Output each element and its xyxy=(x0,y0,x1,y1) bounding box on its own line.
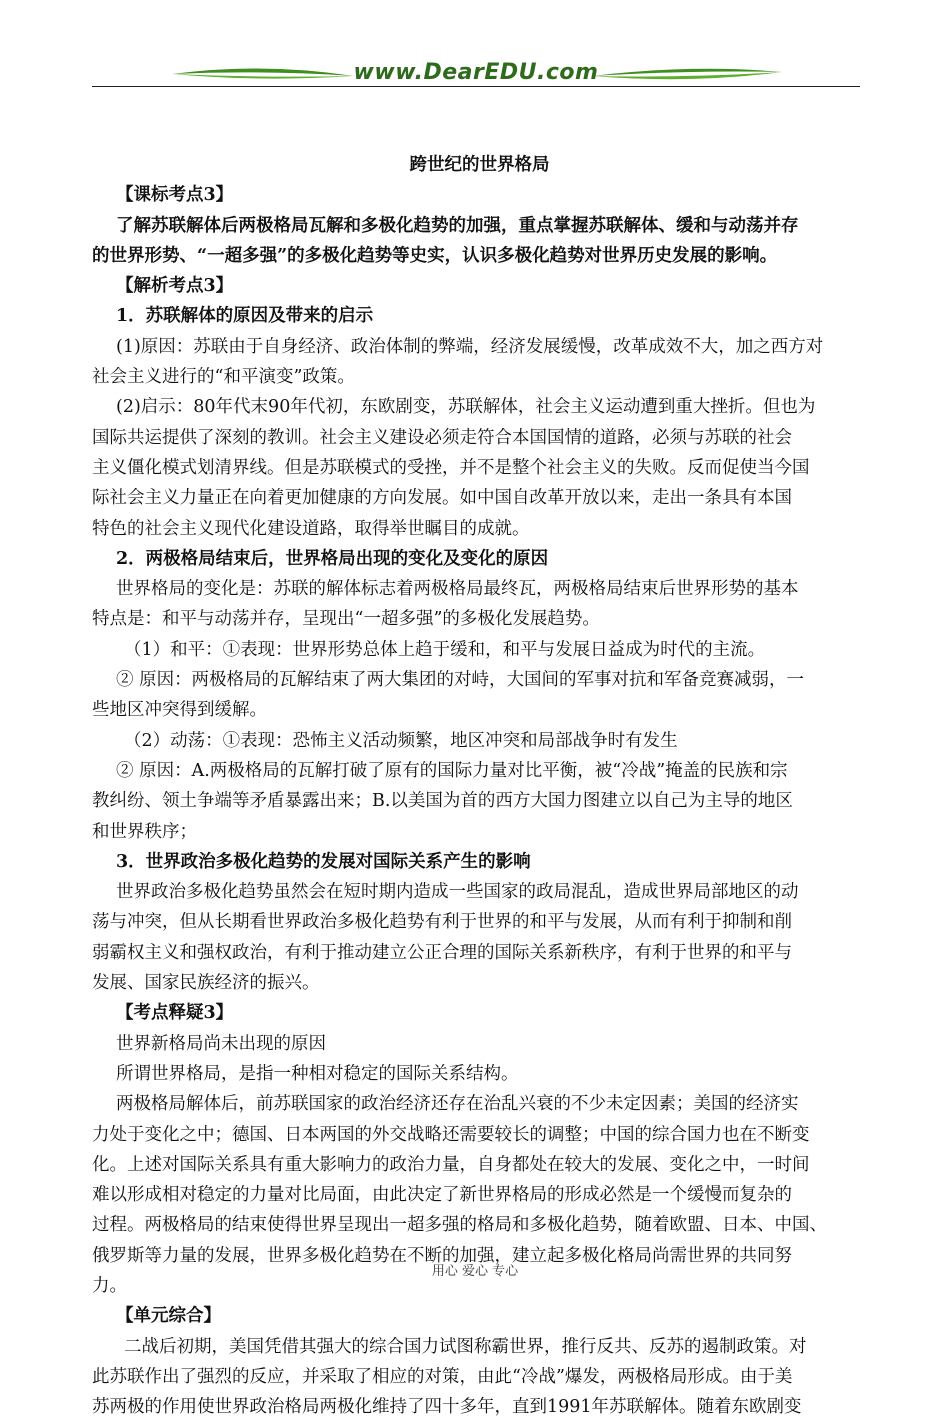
body-line: 力。 xyxy=(92,1275,127,1296)
body-line: 两极格局解体后，前苏联国家的政治经济还存在治乱兴衰的不少未定因素；美国的经济实 xyxy=(116,1094,799,1115)
body-line: 俄罗斯等力量的发展，世界多极化趋势在不断的加强，建立起多极化格局尚需世界的共同努 xyxy=(92,1245,792,1266)
body-line: ② 原因：两极格局的瓦解结束了两大集团的对峙，大国间的军事对抗和军备竞赛减弱，一 xyxy=(116,670,805,691)
document-body xyxy=(92,150,867,1422)
body-line: 难以形成相对稳定的力量对比局面，由此决定了新世界格局的形成必然是一个缓慢而复杂的 xyxy=(92,1185,792,1206)
body-line: 些地区冲突得到缓解。 xyxy=(92,700,267,721)
page-title: 跨世纪的世界格局 xyxy=(409,155,550,175)
body-line: 了解苏联解体后两极格局瓦解和多极化趋势的加强，重点掌握苏联解体、缓和与动荡并存 xyxy=(116,215,799,236)
body-line: 力处于变化之中；德国、日本两国的外交战略还需要较长的调整；中国的综合国力也在不断变 xyxy=(92,1124,810,1145)
body-line: 特色的社会主义现代化建设道路，取得举世瞩目的成就。 xyxy=(92,518,530,539)
body-line: 世界政治多极化趋势虽然会在短时期内造成一些国家的政局混乱，造成世界局部地区的动 xyxy=(116,882,799,903)
body-line: 世界格局的变化是：苏联的解体标志着两极格局最终瓦，两极格局结束后世界形势的基本 xyxy=(116,579,799,600)
subheading: 3．世界政治多极化趋势的发展对国际关系产生的影响 xyxy=(116,851,531,872)
header-divider xyxy=(92,86,860,87)
body-line: （2）动荡：①表现：恐怖主义活动频繁，地区冲突和局部战争时有发生 xyxy=(124,730,678,751)
body-line: 所谓世界格局，是指一种相对稳定的国际关系结构。 xyxy=(116,1063,519,1084)
site-logo: www.DearEDU.com xyxy=(353,60,599,85)
body-line: 化。上述对国际关系具有重大影响力的政治力量，自身都处在较大的发展、变化之中，一时间 xyxy=(92,1154,810,1175)
body-line: 荡与冲突，但从长期看世界政治多极化趋势有利于世界的和平与发展，从而有利于抑制和削 xyxy=(92,912,792,933)
section-heading: 【考点释疑3】 xyxy=(116,1003,234,1024)
body-line: ② 原因：A.两极格局的瓦解打破了原有的国际力量对比平衡，被“冷战”掩盖的民族和宗 xyxy=(116,760,788,781)
body-line: 发展、国家民族经济的振兴。 xyxy=(92,973,320,994)
body-line: 际社会主义力量正在向着更加健康的方向发展。如中国自改革开放以来，走出一条具有本国 xyxy=(92,488,792,509)
body-line: 此苏联作出了强烈的反应，并采取了相应的对策，由此“冷战”爆发，两极格局形成。由于美 xyxy=(92,1366,793,1387)
subheading: 1．苏联解体的原因及带来的启示 xyxy=(116,306,374,327)
body-line: 特点是：和平与动荡并存，呈现出“一超多强”的多极化发展趋势。 xyxy=(92,609,600,630)
body-line: (2)启示：80年代末90年代初，东欧剧变，苏联解体，社会主义运动遭到重大挫折。但也为 xyxy=(116,397,816,418)
body-line: （1）和平：①表现：世界形势总体上趋于缓和，和平与发展日益成为时代的主流。 xyxy=(124,639,766,660)
subheading: 2．两极格局结束后，世界格局出现的变化及变化的原因 xyxy=(116,548,549,569)
body-line: 弱霸权主义和强权政治，有利于推动建立公正合理的国际关系新秩序，有利于世界的和平与 xyxy=(92,942,792,963)
section-heading: 【单元综合】 xyxy=(116,1306,221,1327)
body-line: 世界新格局尚未出现的原因 xyxy=(116,1033,326,1054)
body-line: 和世界秩序； xyxy=(92,821,197,842)
body-line: (1)原因：苏联由于自身经济、政治体制的弊端，经济发展缓慢，改革成效不大，加之西方对 xyxy=(116,336,824,357)
page-footer: 用心 爱心 专心 xyxy=(431,1264,519,1279)
body-line: 的世界形势、“一超多强”的多极化趋势等史实，认识多极化趋势对世界历史发展的影响。 xyxy=(92,245,778,266)
section-heading: 【解析考点3】 xyxy=(116,276,234,297)
section-heading: 【课标考点3】 xyxy=(116,185,234,206)
body-line: 社会主义进行的“和平演变”政策。 xyxy=(92,367,355,388)
body-line: 苏两极的作用使世界政治格局两极化维持了四十多年，直到1991年苏联解体。随着东欧剧变 xyxy=(92,1397,802,1418)
body-line: 过程。两极格局的结束使得世界呈现出一超多强的格局和多极化趋势，随着欧盟、日本、中国、 xyxy=(92,1215,827,1236)
body-line: 主义僵化模式划清界线。但是苏联模式的受挫，并不是整个社会主义的失败。反而促使当今国 xyxy=(92,457,810,478)
body-line: 国际共运提供了深刻的教训。社会主义建设必须走符合本国国情的道路，必须与苏联的社会 xyxy=(92,427,792,448)
body-line: 教纠纷、领土争端等矛盾暴露出来；B.以美国为首的西方大国力图建立以自己为主导的地区 xyxy=(92,791,793,812)
body-line: 二战后初期，美国凭借其强大的综合国力试图称霸世界，推行反共、反苏的遏制政策。对 xyxy=(124,1336,807,1357)
